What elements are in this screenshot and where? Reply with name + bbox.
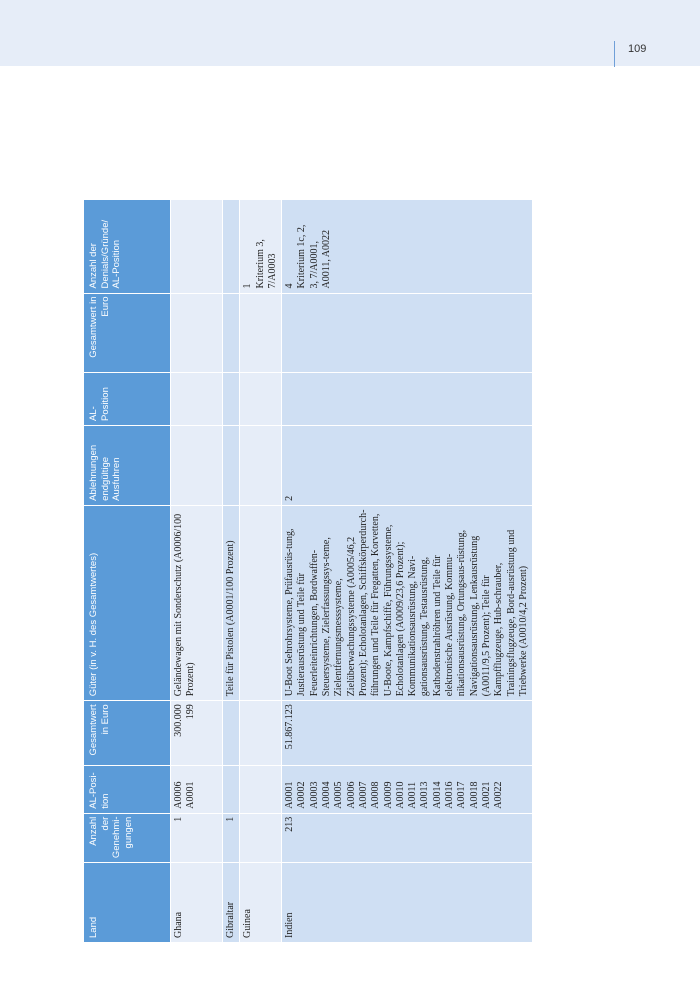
cell-ablehnungen <box>222 425 239 505</box>
cell-gesamtwert: 300.000 199 <box>170 700 222 765</box>
cell-gesamtwert-ablehnung <box>222 293 239 373</box>
header-al-position-ablehnung: AL-Position <box>84 372 170 425</box>
table-row <box>170 200 222 942</box>
cell-al-position-ablehnung <box>170 372 222 425</box>
export-licenses-table <box>84 200 532 942</box>
cell-anzahl: 1 <box>170 813 222 862</box>
cell-anzahl: 213 <box>281 813 532 862</box>
cell-ablehnungen: 2 <box>281 425 532 505</box>
page-number-divider <box>614 41 615 67</box>
header-gesamtwert: Gesamtwert in Euro <box>84 700 170 765</box>
cell-al-position <box>239 765 281 812</box>
header-gueter: Güter (in v. H. des Gesamtwertes) <box>84 505 170 700</box>
cell-land: Ghana <box>170 862 222 942</box>
cell-land: Gibraltar <box>222 862 239 942</box>
cell-gueter <box>239 505 281 700</box>
cell-gueter: Teile für Pistolen (A0001/100 Prozent) <box>222 505 239 700</box>
cell-al-position-ablehnung <box>222 372 239 425</box>
cell-anzahl: 1 <box>222 813 239 862</box>
cell-gesamtwert-ablehnung <box>170 293 222 373</box>
cell-gesamtwert <box>222 700 239 765</box>
cell-al-position: A0006 A0001 <box>170 765 222 812</box>
header-gesamtwert-ablehnung: Gesamtwert in Euro <box>84 293 170 373</box>
cell-al-position <box>222 765 239 812</box>
cell-denials <box>222 200 239 293</box>
table-header-row <box>84 200 170 942</box>
cell-gesamtwert: 51.867.123 <box>281 700 532 765</box>
rotated-table-container <box>84 200 617 942</box>
header-anzahl: Anzahl der Genehmi-gungen <box>84 813 170 862</box>
cell-land: Indien <box>281 862 532 942</box>
cell-denials: 1 Kriterium 3, 7/A0003 <box>239 200 281 293</box>
header-denials: Anzahl der Denials/Gründe/ AL-Position <box>84 200 170 293</box>
cell-al-position: A0001 A0002 A0003 A0004 A0005 A0006 A0007 A0008 A0009 A0010 A0011 A0013 A0014 A0016 A0017 A0018 A0021 A0022 <box>281 765 532 812</box>
cell-denials: 4 Kriterium 1c, 2, 3, 7/A0001, A0011, A0022 <box>281 200 532 293</box>
cell-gueter: Geländewagen mit Sonderschutz (A0006/100 Prozent) <box>170 505 222 700</box>
cell-ablehnungen <box>170 425 222 505</box>
header-band <box>0 0 700 66</box>
cell-al-position-ablehnung <box>281 372 532 425</box>
cell-gueter: U-Boot Sehrohrsysteme, Prüfausrüs-tung, Justierausrüstung und Teile für Feuerleiteinrichtungen, Bordwaffen-Steuersysteme, Zielerfassungssys-teme, Zielentfernungsmesssysteme, Zielüberwachungssysteme (A0005/46,2 Prozent); Echolotanlagen, Schiffskörperdurch-führungen und Teile für Fregatten, Korvetten, U-Boote, Kampfschiffe, Führungssysteme, Echolotanlagen (A0009/23,6 Prozent); Kommunikationsausrüstung, Navi-gationsausrüstung, Testausrüstung, Kathodenstrahlröhren und Teile für elektronische Ausrüstung, Kommu-nikationsausrüstung, Ortungsaus-rüstung, Navigationsausrüstung, Lenkausrüstung (A0011/9,5 Prozent); Teile für Kampfflugzeuge, Hub-schrauber, Trainingsflugzeuge, Bord-ausrüstung und Triebwerke (A0010/4,2 Prozent) <box>281 505 532 700</box>
page-number: 109 <box>628 43 647 55</box>
cell-gesamtwert-ablehnung <box>239 293 281 373</box>
cell-gesamtwert <box>239 700 281 765</box>
header-land: Land <box>84 862 170 942</box>
table-row <box>222 200 239 942</box>
cell-al-position-ablehnung <box>239 372 281 425</box>
table-row <box>239 200 281 942</box>
cell-gesamtwert-ablehnung <box>281 293 532 373</box>
cell-land: Guinea <box>239 862 281 942</box>
header-ablehnungen: Ablehnungen endgültige Ausfuhren <box>84 425 170 505</box>
cell-denials <box>170 200 222 293</box>
table-row <box>281 200 532 942</box>
cell-ablehnungen <box>239 425 281 505</box>
header-al-position: AL-Posi-tion <box>84 765 170 812</box>
cell-anzahl <box>239 813 281 862</box>
